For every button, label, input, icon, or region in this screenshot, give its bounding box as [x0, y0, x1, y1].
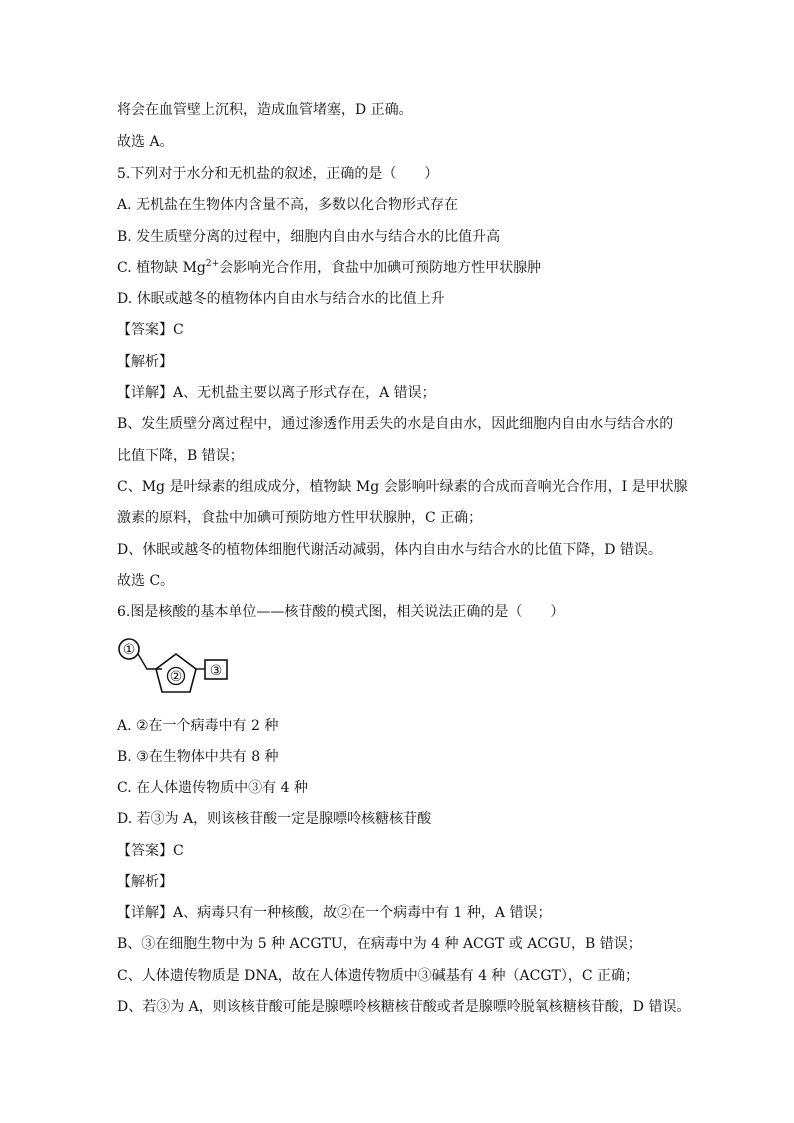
explanation-line: C、人体遗传物质是 DNA，故在人体遗传物质中③碱基有 4 种（ACGT），C 正确； [117, 968, 640, 984]
question-5-stem: 5.下列对于水分和无机盐的叙述，正确的是（ ） [117, 166, 439, 182]
question-5-option-a: A. 无机盐在生物体内含量不高，多数以化合物形式存在 [117, 197, 459, 213]
text-line: 故选 A。 [117, 134, 174, 150]
option-c-superscript: 2+ [205, 259, 220, 269]
option-c-text-after: 会影响光合作用，食盐中加碘可预防地方性甲状腺肿 [219, 260, 542, 276]
analysis-heading: 【解析】 [117, 354, 173, 370]
explanation-line: B、发生质壁分离过程中，通过渗透作用丢失的水是自由水，因此细胞内自由水与结合水的 [117, 416, 674, 432]
explanation-line: 【详解】A、无机盐主要以离子形式存在，A 错误； [117, 385, 436, 401]
text-line: 故选 C。 [117, 573, 175, 589]
question-5-option-c [117, 258, 754, 278]
explanation-line: 【详解】A、病毒只有一种核酸，故②在一个病毒中有 1 种，A 错误； [117, 905, 552, 921]
question-5-option-d: D. 休眠或越冬的植物体内自由水与结合水的比值上升 [117, 291, 445, 307]
question-5-option-b: B. 发生质壁分离的过程中，细胞内自由水与结合水的比值升高 [117, 229, 501, 245]
explanation-line: D、休眠或越冬的植物体细胞代谢活动减弱，体内自由水与结合水的比值下降，D 错误。 [117, 542, 662, 558]
analysis-heading: 【解析】 [117, 874, 173, 890]
text-line: 将会在血管壁上沉积，造成血管堵塞，D 正确。 [117, 102, 413, 118]
answer-label: 【答案】C [117, 322, 184, 338]
explanation-line: 激素的原料，食盐中加碘可预防地方性甲状腺肿，C 正确； [117, 510, 483, 526]
explanation-line: B、③在细胞生物中为 5 种 ACGTU，在病毒中为 4 种 ACGT 或 ACGU，B 错误； [117, 936, 642, 952]
question-6-option-b: B. ③在生物体中共有 8 种 [117, 749, 279, 765]
option-c-text-before: C. 植物缺 Mg [117, 260, 206, 276]
label-2: ② [169, 669, 183, 685]
label-3: ③ [209, 663, 223, 679]
question-6-option-a: A. ②在一个病毒中有 2 种 [117, 718, 279, 734]
question-6-option-c: C. 在人体遗传物质中③有 4 种 [117, 780, 308, 796]
nucleotide-diagram [116, 636, 236, 698]
answer-label: 【答案】C [117, 843, 184, 859]
explanation-line: 比值下降，B 错误； [117, 448, 244, 464]
label-1: ① [122, 642, 136, 658]
explanation-line: D、若③为 A，则该核苷酸可能是腺嘌呤核糖核苷酸或者是腺嘌呤脱氧核糖核苷酸，D 错误。 [117, 999, 691, 1015]
question-6-option-d: D. 若③为 A，则该核苷酸一定是腺嘌呤核糖核苷酸 [117, 811, 432, 827]
explanation-line: C、Mg 是叶绿素的组成成分，植物缺 Mg 会影响叶绿素的合成而音响光合作用，I 是甲状腺 [117, 479, 688, 495]
question-6-stem: 6.图是核酸的基本单位——核苷酸的模式图，相关说法正确的是（ ） [117, 604, 565, 620]
